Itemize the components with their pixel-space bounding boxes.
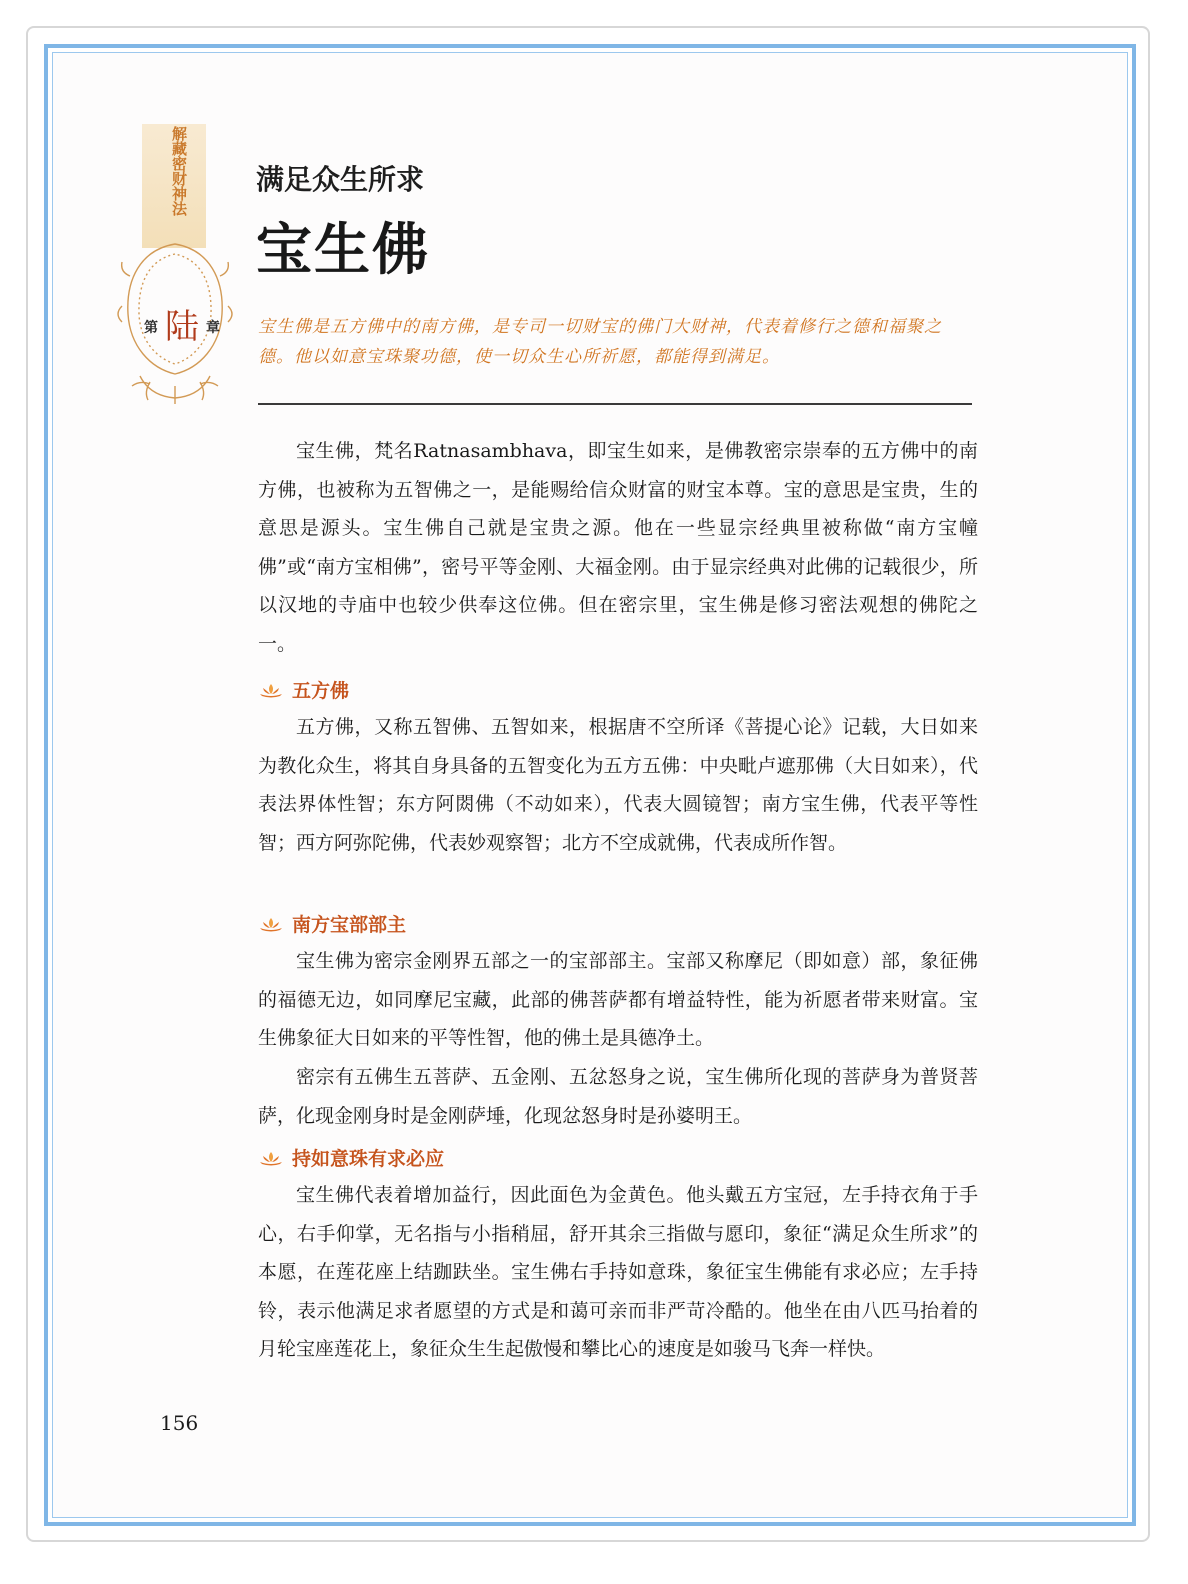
lotus-bullet-icon <box>258 682 284 698</box>
chapter-prefix: 第 <box>144 320 158 336</box>
divider-rule <box>258 403 972 405</box>
body-paragraph-2: 五方佛，又称五智佛、五智如来，根据唐不空所译《菩提心论》记载，大日如来为教化众生，将其自身具备的五智变化为五方五佛：中央毗卢遮那佛（大日如来），代表法界体性智；东方阿閦佛（不动如来），代表大圆镜智；南方宝生佛，代表平等性智；西方阿弥陀佛，代表妙观察智；北方不空成就佛，代表成所作智。 <box>258 716 978 854</box>
section-heading-3 <box>258 1144 444 1171</box>
section-heading-1-label: 五方佛 <box>292 680 350 702</box>
intro-text: 宝生佛是五方佛中的南方佛，是专司一切财宝的佛门大财神，代表着修行之德和福聚之德。他以如意宝珠聚功德，使一切众生心所祈愿，都能得到满足。 <box>258 317 942 367</box>
chapter-suffix: 章 <box>206 320 220 336</box>
section-heading-2 <box>258 910 406 937</box>
page-number: 156 <box>160 1411 199 1435</box>
body-paragraph-5: 宝生佛代表着增加益行，因此面色为金黄色。他头戴五方宝冠，左手持衣角于手心，右手仰掌，无名指与小指稍屈，舒开其余三指做与愿印，象征“满足众生所求”的本愿，在莲花座上结跏趺坐。宝生佛右手持如意珠，象征宝生佛能有求必应；左手持铃，表示他满足求者愿望的方式是和蔼可亲而非严苛冷酷的。他坐在由八匹马抬着的月轮宝座莲花上，象征众生生起傲慢和攀比心的速度是如骏马飞奔一样快。 <box>258 1184 978 1361</box>
page-subtitle: 满足众生所求 <box>256 163 425 196</box>
chapter-number: 陆 <box>165 307 199 347</box>
side-label: 解藏密财神法 <box>170 126 188 216</box>
chapter-label <box>144 302 220 352</box>
body-paragraph-4: 密宗有五佛生五菩萨、五金刚、五忿怒身之说，宝生佛所化现的菩萨身为普贤菩萨，化现金刚身时是金刚萨埵，化现忿怒身时是孙婆明王。 <box>258 1066 978 1127</box>
body-paragraph-3: 宝生佛为密宗金刚界五部之一的宝部部主。宝部又称摩尼（即如意）部，象征佛的福德无边，如同摩尼宝藏，此部的佛菩萨都有增益特性，能为祈愿者带来财富。宝生佛象征大日如来的平等性智，他的佛土是具德净土。 <box>258 950 978 1050</box>
lotus-bullet-icon <box>258 1150 284 1166</box>
section-heading-1 <box>258 676 349 703</box>
body-paragraph-1: 宝生佛，梵名Ratnasambhava，即宝生如来，是佛教密宗崇奉的五方佛中的南方佛，也被称为五智佛之一，是能赐给信众财富的财宝本尊。宝的意思是宝贵，生的意思是源头。宝生佛自己就是宝贵之源。他在一些显宗经典里被称做“南方宝幢佛”或“南方宝相佛”，密号平等金刚、大福金刚。由于显宗经典对此佛的记载很少，所以汉地的寺庙中也较少供奉这位佛。但在密宗里，宝生佛是修习密法观想的佛陀之一。 <box>258 440 978 655</box>
lotus-bullet-icon <box>258 916 284 932</box>
section-heading-2-label: 南方宝部部主 <box>292 914 407 936</box>
page-title: 宝生佛 <box>256 217 430 283</box>
section-heading-3-label: 持如意珠有求必应 <box>292 1148 445 1170</box>
